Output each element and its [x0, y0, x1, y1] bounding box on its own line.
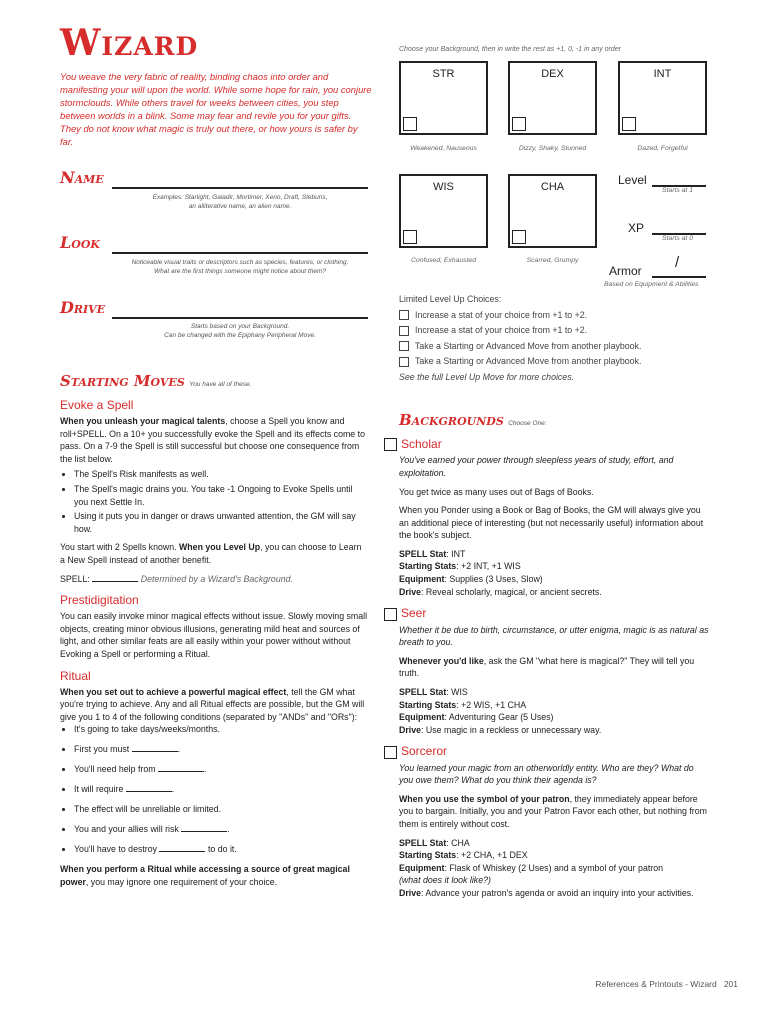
look-hint: Noticeable visual traits or descriptors such as species, features, or clothing. What are the first things someone might notice about them? — [131, 259, 349, 275]
level-up-checkbox[interactable] — [399, 310, 409, 320]
debility-caption-cha: Scarred, Grumpy — [526, 257, 579, 264]
ritual-final: When you perform a Ritual while accessing a source of great magical power, you may ignore one requirement of your choice. — [60, 864, 350, 887]
level-label: Level — [618, 173, 647, 187]
level-up-checkbox[interactable] — [399, 341, 409, 351]
background-sorceror[interactable]: Sorceror — [384, 744, 710, 758]
moves-column — [60, 398, 368, 888]
level-up-title: Limited Level Up Choices: — [399, 294, 502, 304]
drive-field[interactable] — [112, 317, 368, 319]
stats-instructions: Choose your Background, then in write the rest as +1, 0, -1 in any order — [399, 46, 621, 53]
name-label: Name — [60, 168, 104, 187]
drive-hint: Starts based on your Background. Can be changed with the Epiphany Peripheral Move. — [164, 323, 316, 339]
level-up-item[interactable]: Take a Starting or Advanced Move from another playbook. — [399, 354, 641, 370]
stat-box-int[interactable] — [618, 61, 707, 135]
level-up-list — [399, 292, 641, 385]
prestidigitation-title: Prestidigitation — [60, 593, 139, 608]
background-seer[interactable]: Seer — [384, 606, 710, 620]
debility-caption-str: Weakened, Nauseous — [410, 145, 477, 152]
debility-checkbox-dex[interactable] — [512, 117, 526, 131]
evoke-title: Evoke a Spell — [60, 398, 134, 412]
starting-moves-header: Starting Moves You have all of these. — [60, 372, 252, 390]
evoke-text: When you unleash your magical talents, choose a Spell you know and roll+SPELL. On a 10+ you successfully evoke the Spell and its effects come to pass. On a 7-9 the Spell is still successful but choose one consequence from the list below. — [60, 416, 365, 464]
background-scholar[interactable]: Scholar — [384, 437, 710, 451]
level-up-note: See the full Level Up Move for more choices. — [399, 371, 575, 382]
debility-checkbox-cha[interactable] — [512, 230, 526, 244]
sorceror-body: You learned your magic from an otherworldly entity. Who are they? What do you owe them? What do you think their agenda is? When you use the symbol of your patron, they immediately appear before you to bargain. Initially, you and your Patron Favor each other, but nothing from them is entirely without cost. SPELL Stat: CHA Starting Stats: +2 CHA, +1 DEX Equipment: Flask of Whiskey (2 Uses) and a symbol of your patron (what does it look like?) Drive: Advance your patron's agenda or avoid an inquiry into your activities. — [399, 762, 707, 899]
drive-label: Drive — [60, 298, 106, 317]
backgrounds-header: Backgrounds Choose One: — [399, 411, 547, 429]
scholar-checkbox[interactable] — [384, 438, 397, 451]
debility-caption-int: Dazed, Forgetful — [637, 145, 688, 152]
scholar-body: You've earned your power through sleepless years of study, effort, and exploitation. You get twice as many uses out of Bags of Books. When you Ponder using a Book or Bag of Books, the GM will always give you an additional piece of interesting (but not necessarily useful) information about the book's subject. SPELL Stat: INT Starting Stats: +2 INT, +1 WIS Equipment: Supplies (3 Uses, Slow) Drive: Reveal scholarly, magical, or ancient secrets. — [399, 455, 704, 597]
stat-name-str: STR — [432, 68, 455, 80]
level-up-item[interactable]: Increase a stat of your choice from +1 to +2. — [399, 308, 641, 324]
name-field[interactable] — [112, 187, 368, 189]
ritual-title: Ritual — [60, 668, 91, 683]
stat-box-wis[interactable] — [399, 174, 488, 248]
stat-box-str[interactable] — [399, 61, 488, 135]
spell-stat-line: SPELL: Determined by a Wizard's Background. — [60, 573, 293, 584]
name-hint: Examples: Starlight, Galadir, Mortimer, Xeno, Draft, Steburis, an alliterative name, an alien name. — [152, 194, 328, 210]
level-up-item[interactable]: Take a Starting or Advanced Move from another playbook. — [399, 339, 641, 355]
debility-caption-dex: Dizzy, Shaky, Stunned — [518, 145, 587, 152]
backgrounds-column — [384, 437, 710, 900]
level-up-checkbox[interactable] — [399, 357, 409, 367]
ritual-text: When you set out to achieve a powerful magical effect, tell the GM what you're trying to achieve. Any and all Ritual effects are possible, but the GM will give you 1 to 4 of the following conditions (separated by "ANDs" and "ORs"): — [60, 686, 365, 722]
spell-stat-blank[interactable] — [92, 573, 138, 582]
prestidigitation-text: You can easily invoke minor magical effects without issue. Slowly moving small objects, creating minor obvious illusions, generating mild heat and sources of light, and other similar feats are all easily within your power without without Evoking a Spell or performing a Ritual. — [60, 611, 368, 659]
armor-hint: Based on Equipment & Abilities — [604, 281, 699, 288]
armor-field[interactable] — [652, 276, 706, 278]
debility-checkbox-str[interactable] — [403, 117, 417, 131]
level-up-item[interactable]: Increase a stat of your choice from +1 to +2. — [399, 323, 641, 339]
look-label: Look — [60, 233, 100, 252]
evoke-consequences: • The Spell's Risk manifests as well. • The Spell's magic drains you. You take -1 Ongoing to Evoke Spells until you next Settle In. • Using it puts you in danger or draws unwanted attention, the GM will say how. — [60, 468, 368, 535]
stat-name-dex: DEX — [541, 68, 564, 80]
stat-name-int: INT — [653, 68, 672, 80]
level-hint: Starts at 1 — [662, 187, 693, 194]
seer-checkbox[interactable] — [384, 608, 397, 621]
page-footer: References & Printouts - Wizard 201 — [595, 979, 738, 989]
stat-name-wis: WIS — [433, 181, 454, 193]
armor-slash: / — [675, 254, 680, 271]
xp-hint: Starts at 0 — [662, 235, 693, 242]
stat-box-dex[interactable] — [508, 61, 597, 135]
stat-box-cha[interactable] — [508, 174, 597, 248]
intro-text: You weave the very fabric of reality, binding chaos into order and manifesting your will upon the world. While some hope for rain, you conjure stormclouds. While others travel for weeks between cities, you step between worlds in a blink. Some may fear and revile you for your gifts. They do not know what magic is truly out there, or how yours is safer by far. — [60, 71, 372, 147]
ritual-conditions: • It's going to take days/weeks/months. • First you must . • You'll need help from . • It will require . • The effect will be unreliable or limited. • You and your allies will risk . • You'll have to destroy to do it. — [60, 723, 368, 855]
look-field[interactable] — [112, 252, 368, 254]
armor-label: Armor — [609, 264, 642, 278]
xp-label: XP — [628, 221, 645, 235]
sorceror-checkbox[interactable] — [384, 746, 397, 759]
page-title: Wizard — [60, 22, 199, 64]
debility-caption-wis: Confused, Exhausted — [411, 257, 476, 264]
seer-body: Whether it be due to birth, circumstance, or utter enigma, magic is as natural as breath to you. Whenever you'd like, ask the GM "what here is magical?" They will tell you truth. SPELL Stat: WIS Starting Stats: +2 WIS, +1 CHA Equipment: Adventuring Gear (5 Uses) Drive: Use magic in a reckless or unnecessary way. — [399, 624, 709, 735]
debility-checkbox-int[interactable] — [622, 117, 636, 131]
debility-checkbox-wis[interactable] — [403, 230, 417, 244]
evoke-after: You start with 2 Spells known. When you Level Up, you can choose to Learn a New Spell instead of another benefit. — [60, 542, 362, 565]
level-up-checkbox[interactable] — [399, 326, 409, 336]
stat-name-cha: CHA — [540, 181, 565, 193]
